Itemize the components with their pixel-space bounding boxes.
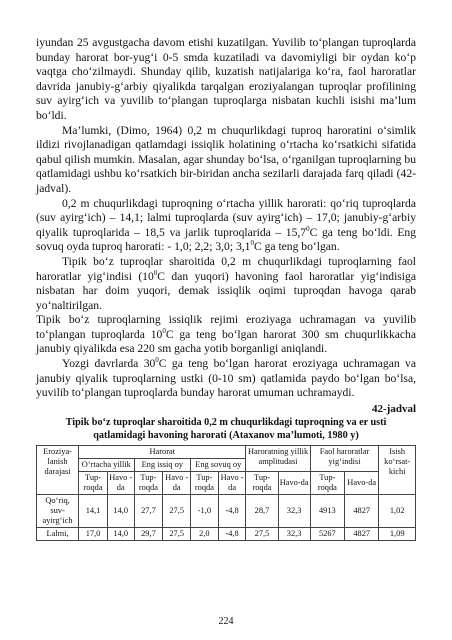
row-label: Lalmi, xyxy=(37,527,79,540)
table-cell: 14,0 xyxy=(107,527,134,540)
header-amplituda: Haroratning yillik amplitudasi xyxy=(246,445,310,471)
table-cell: 27,7 xyxy=(134,494,163,527)
data-table xyxy=(36,445,416,541)
table-cell: 32,3 xyxy=(278,527,310,540)
header-sovuq: Eng sovuq oy xyxy=(191,458,246,471)
table-cell: 5267 xyxy=(310,527,344,540)
paragraph-6: Yozgi davrlarda $30^0C$ ga teng bo‘lgan harorat eroziyaga uchramagan va janubiy qiyalik tuproqlarning ustki (0-10 sm) qatlamida paydo bo‘lgan bo‘lsa, yuvilib to‘plangan tuproqlarda bunday harorat umuman uchramaydi. xyxy=(36,356,416,400)
paragraph-5: Tipik bo‘z tuproqlarning issiqlik rejimi eroziyaga uchramagan va yuvilib to‘plangan tuproqlarda $10^0C$ ga teng bo‘lgan harorat 300 sm chuqurlikkacha janubiy qiyalikda esa 220 sm gacha yotib borganligi aniqlandi. xyxy=(36,313,416,356)
table-cell: 27,5 xyxy=(246,527,278,540)
table-cell: -4,8 xyxy=(218,527,246,540)
table-cell: 4913 xyxy=(310,494,344,527)
page-content xyxy=(36,36,416,541)
paragraph-3: 0,2 m chuqurlikdagi tuproqning o‘rtacha yillik harorati: qo‘riq tuproqlarda (suv ayirg‘ich) – 14,1; lalmi tuproqlarda (suv ayirg‘ich) – 17,0; janubiy-g‘arbiy qiyalik tuproqlarida – 18,5 va jarlik tuproqlarida – 15,7$^0$C ga teng bo‘ldi. Eng sovuq oyda tuproq harorati: - 1,0; 2,2; 3,0; $3,1^0C$ ga teng bo‘lgan. xyxy=(36,196,416,254)
page-number: 224 xyxy=(218,616,234,627)
subheader-havo: Havo -da xyxy=(163,471,191,494)
table-cell: 32,3 xyxy=(278,494,310,527)
paragraph-2: Ma’lumki, (Dimo, 1964) 0,2 m chuqurlikdagi tuproq haroratini o‘simlik ildizi rivojlanadigan qatlamdagi issiqlik holatining o‘rtacha ko‘rsatkichi sifatida qabul qilish mumkin. Masalan, agar shunday bo‘lsa, o‘rganilgan tuproqlarning bu qatlamidagi ushbu ko‘rsatkich bir-biridan ancha sezilarli darajada farq qiladi (42-jadval). xyxy=(36,123,416,195)
row-label: Qo‘riq, suv-ayirg‘ich xyxy=(37,494,79,527)
table-row xyxy=(37,527,416,540)
header-issiq: Eng issiq oy xyxy=(134,458,191,471)
table-cell: -1,0 xyxy=(191,494,219,527)
subheader-tuproq: Tup-roqda xyxy=(246,471,278,494)
table-cell: 14,0 xyxy=(107,494,134,527)
subheader-havo: Havo -da xyxy=(107,471,134,494)
table-number: 42-jadval xyxy=(372,402,416,415)
subheader-havo: Havo -da xyxy=(218,471,246,494)
table-cell: -4,8 xyxy=(218,494,246,527)
subheader-tuproq: Tup-roqda xyxy=(134,471,163,494)
subheader-havo: Havo-da xyxy=(345,471,379,494)
table-cell: 27,5 xyxy=(163,527,191,540)
table-row xyxy=(37,494,416,527)
paragraph-4: Tipik bo‘z tuproqlar sharoitida 0,2 m chuqurlikdagi tuproqlarning faol haroratlar yig‘indisi ($10^0C$ dan yuqori) havoning faol haroratlar yig‘indisiga nisbatan har doim yuqori, demak issiqlik oqimi tuproqdan havoga qarab yo‘naltirilgan. xyxy=(36,254,416,312)
table-cell: 17,0 xyxy=(79,527,108,540)
subheader-tuproq: Tup-roqda xyxy=(79,471,108,494)
table-cell: 1,02 xyxy=(379,494,416,527)
header-ortacha: O‘rtacha yillik xyxy=(79,458,134,471)
table-cell: 27,5 xyxy=(163,494,191,527)
header-harorat: Harorat xyxy=(79,445,246,458)
paragraph-1: iyundan 25 avgustgacha davom etishi kuzatilgan. Yuvilib to‘plangan tuproqlarda bunday harorat bor-yug‘i 0-5 smda kuzatiladi va davomiyligi bir oydan ko‘p vaqtga cho‘zilmaydi. Shunday qilib, kuzatish natijalariga ko‘ra, faol haroratlar davrida janubiy-g‘arbiy qiyalikda tarqalgan eroziyalangan tuproqlar profilining suv ayirg‘ich va yuvilib to‘plangan tuproqlarga nisbatan kuchli isishi ma’lum bo‘ldi. xyxy=(36,36,416,122)
subheader-tuproq: Tup-roqda xyxy=(310,471,344,494)
header-isish: Isish ko‘rsat-kichi xyxy=(379,445,416,494)
table-cell: 4827 xyxy=(345,494,379,527)
table-cell: 4827 xyxy=(345,527,379,540)
table-cell: 2,0 xyxy=(191,527,219,540)
table-cell: 29,7 xyxy=(134,527,163,540)
table-caption: Tipik bo‘z tuproqlar sharoitida 0,2 m chuqurlikdagi tuproqning va er usti qatlamidagi havoning harorati (Ataxanov ma’lumoti, 1980 y) xyxy=(65,416,387,441)
table-cell: 1,09 xyxy=(379,527,416,540)
subheader-tuproq: Tup-roqda xyxy=(191,471,219,494)
subheader-havo: Havo-da xyxy=(278,471,310,494)
table-cell: 14,1 xyxy=(79,494,108,527)
table-cell: 28,7 xyxy=(246,494,278,527)
header-eroziya: Eroziya-lanish darajasi xyxy=(37,445,79,494)
header-faol: Faol haroratlar yig‘indisi xyxy=(310,445,379,471)
